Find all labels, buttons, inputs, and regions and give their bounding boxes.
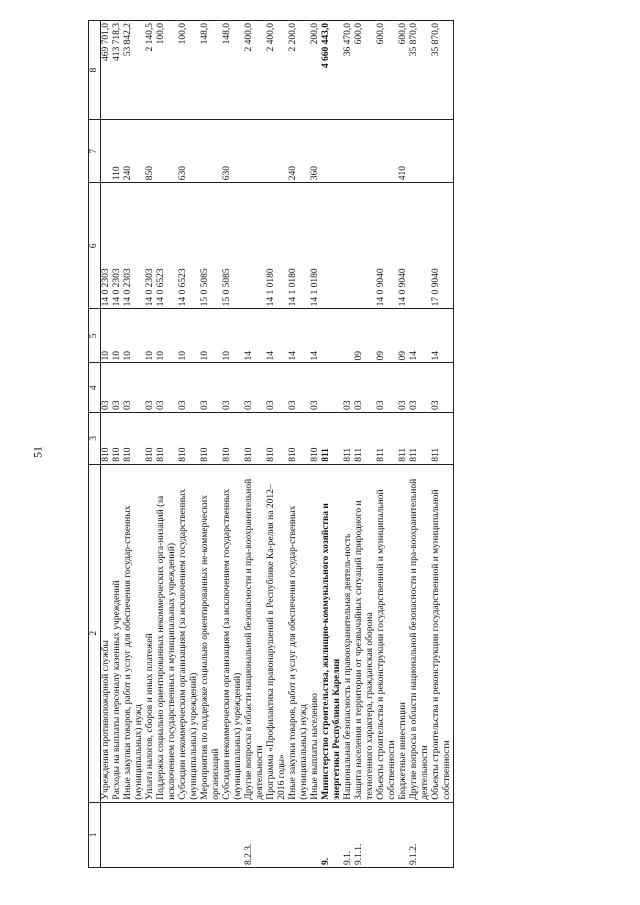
cell-c1 <box>288 802 310 867</box>
cell-c1 <box>123 802 145 867</box>
cell-c7 <box>376 120 398 183</box>
cell-c3: 811 <box>354 413 376 465</box>
cell-c4: 03 <box>431 363 454 413</box>
cell-c3: 811 <box>398 413 409 465</box>
cell-c8: 53 842,2 <box>123 21 145 120</box>
budget-table <box>88 20 454 868</box>
cell-c3: 810 <box>178 413 200 465</box>
cell-c4: 03 <box>178 363 200 413</box>
table-row <box>200 21 222 868</box>
cell-c4: 03 <box>310 363 321 413</box>
cell-c6 <box>354 183 376 309</box>
cell-c4: 03 <box>409 363 431 413</box>
column-header-4: 4 <box>89 363 101 413</box>
cell-c4: 03 <box>244 363 266 413</box>
cell-c8: 2 400,0 <box>244 21 266 120</box>
cell-c3: 810 <box>222 413 244 465</box>
cell-c6 <box>343 183 354 309</box>
cell-c5: 10 <box>156 309 178 363</box>
cell-c2: Поддержка социально ориентированных некоммерческих орга-низаций (за исключением государственных и муниципальных учреждений) <box>156 464 178 802</box>
cell-c5: 14 <box>431 309 454 363</box>
cell-c1 <box>145 802 156 867</box>
column-header-6: 6 <box>89 183 101 309</box>
cell-c6: 14 0 2303 <box>101 183 113 309</box>
cell-c2: Уплата налогов, сборов и иных платежей <box>145 464 156 802</box>
cell-c4: 03 <box>288 363 310 413</box>
cell-c7: 360 <box>310 120 321 183</box>
budget-table-sheet <box>88 20 572 868</box>
cell-c2: Субсидии некоммерческим организациям (за исключением государственных (муниципальных) учреждений) <box>178 464 200 802</box>
table-row <box>310 21 321 868</box>
cell-c8: 35 870,0 <box>431 21 454 120</box>
cell-c5: 14 <box>266 309 288 363</box>
cell-c3: 811 <box>409 413 431 465</box>
cell-c7: 630 <box>222 120 244 183</box>
cell-c1 <box>310 802 321 867</box>
cell-c7 <box>244 120 266 183</box>
cell-c8: 4 660 443,0 <box>321 21 343 120</box>
cell-c5: 10 <box>200 309 222 363</box>
cell-c8: 600,0 <box>398 21 409 120</box>
cell-c6 <box>244 183 266 309</box>
cell-c2: Другие вопросы в области национальной безопасности и пра-воохранительной деятельности <box>244 464 266 802</box>
cell-c7 <box>409 120 431 183</box>
cell-c5: 14 <box>409 309 431 363</box>
cell-c5: 14 <box>310 309 321 363</box>
cell-c3: 811 <box>343 413 354 465</box>
cell-c4: 03 <box>101 363 113 413</box>
cell-c1 <box>112 802 123 867</box>
cell-c2: Программа «Профилактика правонарушений в Республике Ка-релия на 2012–2016 годы» <box>266 464 288 802</box>
cell-c4: 03 <box>354 363 376 413</box>
cell-c7: 240 <box>288 120 310 183</box>
cell-c7 <box>156 120 178 183</box>
table-row <box>266 21 288 868</box>
column-header-5: 5 <box>89 309 101 363</box>
table-body <box>101 21 454 868</box>
cell-c4: 03 <box>266 363 288 413</box>
cell-c3: 811 <box>321 413 343 465</box>
cell-c5 <box>321 309 343 363</box>
cell-c6: 14 1 0180 <box>310 183 321 309</box>
cell-c4: 03 <box>343 363 354 413</box>
cell-c8: 35 870,0 <box>409 21 431 120</box>
cell-c8: 100,0 <box>178 21 200 120</box>
cell-c7: 240 <box>123 120 145 183</box>
cell-c1 <box>178 802 200 867</box>
table-row <box>222 21 244 868</box>
cell-c2: Субсидии некоммерческим организациям (за исключением государственных (муниципальных) учреждений) <box>222 464 244 802</box>
table-header-row <box>89 21 101 868</box>
cell-c2: Объекты строительства и реконструкции государственной и муниципальной собственности <box>431 464 454 802</box>
cell-c3: 810 <box>244 413 266 465</box>
cell-c8: 600,0 <box>354 21 376 120</box>
cell-c8: 200,0 <box>310 21 321 120</box>
cell-c4: 03 <box>200 363 222 413</box>
cell-c2: Бюджетные инвестиции <box>398 464 409 802</box>
cell-c4: 03 <box>156 363 178 413</box>
cell-c6: 15 0 5085 <box>200 183 222 309</box>
cell-c2: Расходы на выплаты персоналу казенных учреждений <box>112 464 123 802</box>
cell-c1 <box>101 802 113 867</box>
cell-c2: Учреждения противопожарной службы <box>101 464 113 802</box>
cell-c7: 850 <box>145 120 156 183</box>
cell-c3: 810 <box>145 413 156 465</box>
cell-c6: 14 0 6523 <box>178 183 200 309</box>
cell-c8: 600,0 <box>376 21 398 120</box>
column-header-2: 2 <box>89 464 101 802</box>
cell-c8: 2 200,0 <box>288 21 310 120</box>
table-row <box>398 21 409 868</box>
cell-c8: 469 701,0 <box>101 21 113 120</box>
column-header-8: 8 <box>89 21 101 120</box>
cell-c3: 810 <box>123 413 145 465</box>
cell-c5: 10 <box>178 309 200 363</box>
cell-c3: 811 <box>376 413 398 465</box>
cell-c8: 413 718,3 <box>112 21 123 120</box>
table-row <box>145 21 156 868</box>
cell-c6: 14 0 6523 <box>156 183 178 309</box>
table-row <box>112 21 123 868</box>
cell-c2: Иные закупки товаров, работ и услуг для обеспечения государ-ственных (муниципальных) нужд <box>123 464 145 802</box>
cell-c5: 10 <box>101 309 113 363</box>
cell-c6: 15 0 5085 <box>222 183 244 309</box>
table-row <box>156 21 178 868</box>
table-row <box>343 21 354 868</box>
cell-c4: 03 <box>123 363 145 413</box>
cell-c5: 14 <box>244 309 266 363</box>
table-row <box>409 21 431 868</box>
table-row <box>288 21 310 868</box>
cell-c2: Иные выплаты населению <box>310 464 321 802</box>
cell-c3: 810 <box>310 413 321 465</box>
cell-c8: 2 400,0 <box>266 21 288 120</box>
cell-c5: 14 <box>288 309 310 363</box>
cell-c7 <box>266 120 288 183</box>
table-row <box>354 21 376 868</box>
cell-c8: 100,0 <box>156 21 178 120</box>
cell-c5: 09 <box>354 309 376 363</box>
cell-c7: 410 <box>398 120 409 183</box>
cell-c2: Иные закупки товаров, работ и услуг для обеспечения государ-ственных (муниципальных) нужд <box>288 464 310 802</box>
cell-c1 <box>431 802 454 867</box>
cell-c7 <box>343 120 354 183</box>
column-header-3: 3 <box>89 413 101 465</box>
cell-c5: 10 <box>123 309 145 363</box>
cell-c2: Объекты строительства и реконструкции государственной и муниципальной собственности <box>376 464 398 802</box>
column-header-7: 7 <box>89 120 101 183</box>
cell-c7 <box>200 120 222 183</box>
table-row <box>101 21 113 868</box>
cell-c1 <box>222 802 244 867</box>
cell-c7: 630 <box>178 120 200 183</box>
cell-c5 <box>343 309 354 363</box>
cell-c2: Министерство строительства, жилищно-коммунального хозяйства и энергетики Республики Карелия <box>321 464 343 802</box>
cell-c6: 14 1 0180 <box>288 183 310 309</box>
cell-c7: 110 <box>112 120 123 183</box>
cell-c6 <box>321 183 343 309</box>
cell-c7 <box>354 120 376 183</box>
cell-c6: 14 0 2303 <box>112 183 123 309</box>
cell-c1: 9.1.2. <box>409 802 431 867</box>
cell-c4: 03 <box>376 363 398 413</box>
page-number: 51 <box>30 446 45 458</box>
table-row <box>321 21 343 868</box>
cell-c3: 810 <box>101 413 113 465</box>
cell-c6 <box>409 183 431 309</box>
column-header-1: 1 <box>89 802 101 867</box>
table-row <box>178 21 200 868</box>
cell-c3: 810 <box>200 413 222 465</box>
cell-c4: 03 <box>112 363 123 413</box>
cell-c6: 17 0 9040 <box>431 183 454 309</box>
cell-c1: 9. <box>321 802 343 867</box>
cell-c5: 10 <box>112 309 123 363</box>
cell-c3: 810 <box>112 413 123 465</box>
cell-c4: 03 <box>222 363 244 413</box>
cell-c6: 14 0 2303 <box>123 183 145 309</box>
cell-c6: 14 0 2303 <box>145 183 156 309</box>
cell-c1 <box>398 802 409 867</box>
cell-c4 <box>321 363 343 413</box>
cell-c5: 09 <box>376 309 398 363</box>
cell-c2: Национальная безопасность и правоохранительная деятель-ность <box>343 464 354 802</box>
cell-c8: 2 140,5 <box>145 21 156 120</box>
cell-c1 <box>376 802 398 867</box>
cell-c4: 03 <box>145 363 156 413</box>
cell-c7 <box>431 120 454 183</box>
table-row <box>431 21 454 868</box>
cell-c1 <box>156 802 178 867</box>
cell-c6: 14 1 0180 <box>266 183 288 309</box>
cell-c3: 810 <box>266 413 288 465</box>
cell-c1: 9.1.1. <box>354 802 376 867</box>
table-row <box>244 21 266 868</box>
table-row <box>123 21 145 868</box>
cell-c2: Мероприятия по поддержке социально ориентированных не-коммерческих организаций <box>200 464 222 802</box>
cell-c6: 14 0 9040 <box>376 183 398 309</box>
cell-c8: 148,0 <box>222 21 244 120</box>
cell-c3: 810 <box>288 413 310 465</box>
cell-c7 <box>101 120 113 183</box>
cell-c7 <box>321 120 343 183</box>
cell-c2: Защита населения и территории от чрезвычайных ситуаций природного и техногенного характера, гражданская оборона <box>354 464 376 802</box>
cell-c4: 03 <box>398 363 409 413</box>
cell-c8: 148,0 <box>200 21 222 120</box>
cell-c1 <box>200 802 222 867</box>
cell-c6: 14 0 9040 <box>398 183 409 309</box>
cell-c2: Другие вопросы в области национальной безопасности и пра-воохранительной деятельности <box>409 464 431 802</box>
cell-c5: 10 <box>222 309 244 363</box>
cell-c8: 36 470,0 <box>343 21 354 120</box>
cell-c1: 9.1. <box>343 802 354 867</box>
cell-c1: 8.2.3. <box>244 802 266 867</box>
cell-c1 <box>266 802 288 867</box>
cell-c3: 811 <box>431 413 454 465</box>
cell-c3: 810 <box>156 413 178 465</box>
cell-c5: 09 <box>398 309 409 363</box>
cell-c5: 10 <box>145 309 156 363</box>
table-row <box>376 21 398 868</box>
